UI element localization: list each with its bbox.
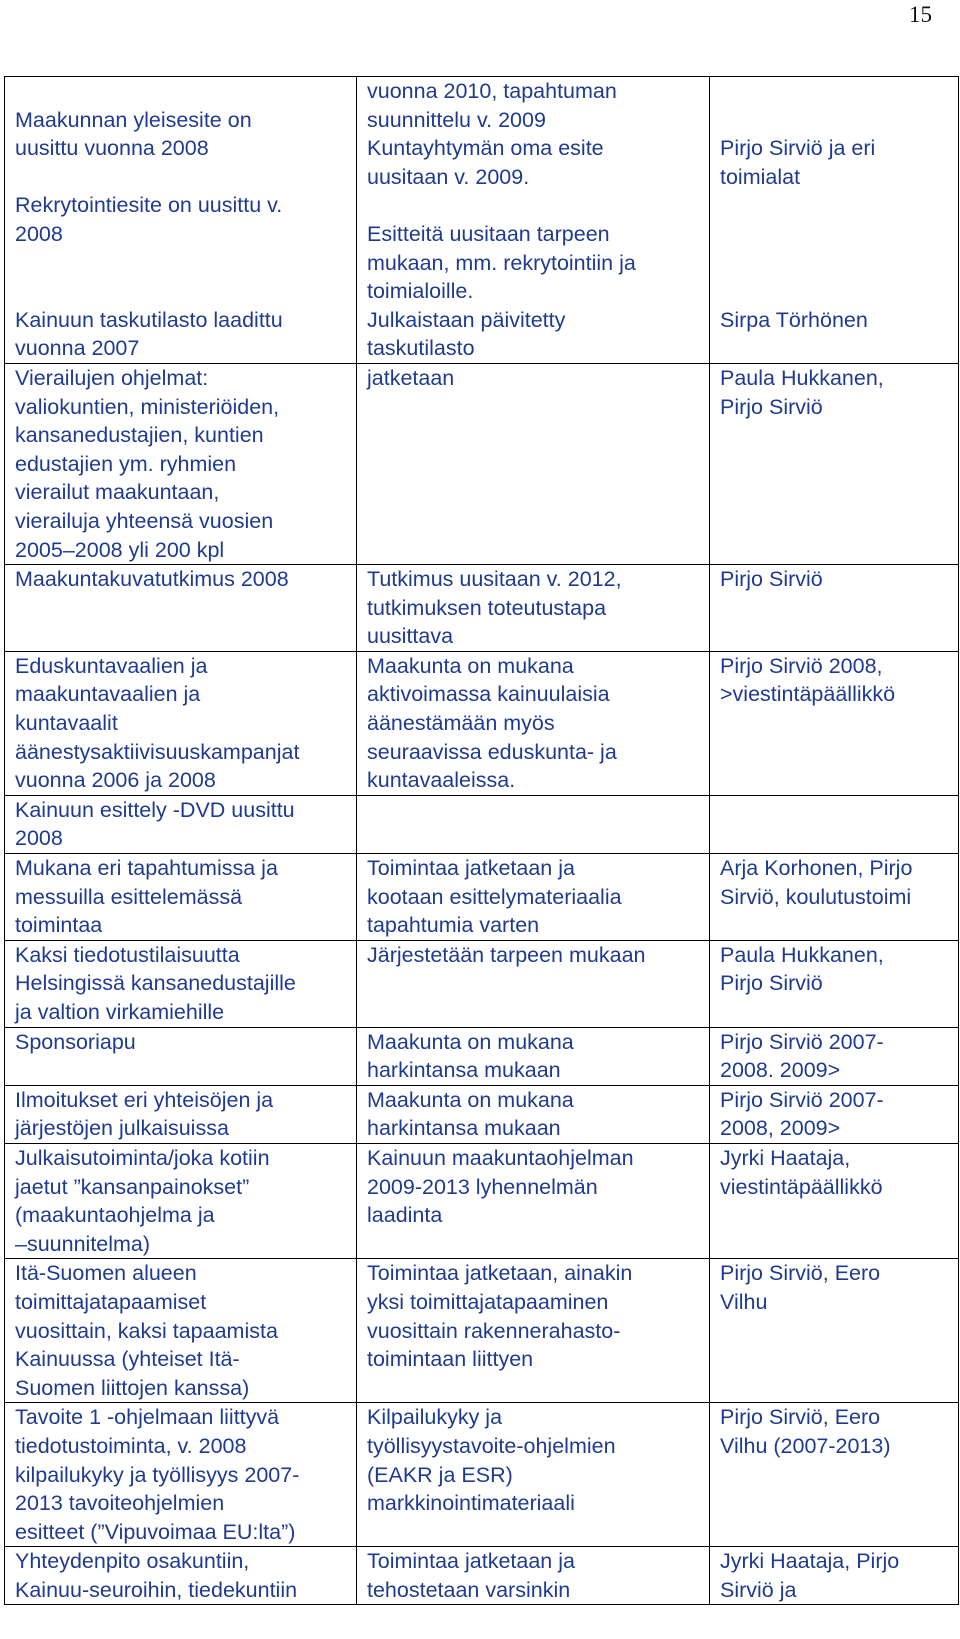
cell-activity: Tavoite 1 -ohjelmaan liittyvä tiedotustoiminta, v. 2008 kilpailukyky ja työllisyys 2007- 2013 tavoiteohjelmien esitteet (”Vipuvoimaa EU:lta”)	[5, 1403, 357, 1547]
cell-plan: Kainuun maakuntaohjelman 2009-2013 lyhennelmän laadinta	[357, 1143, 710, 1258]
cell-activity: Maakunnan yleisesite on uusittu vuonna 2008 Rekrytointiesite on uusittu v. 2008 Kainuun taskutilasto laadittu vuonna 2007	[5, 77, 357, 364]
cell-plan: Maakunta on mukana harkintansa mukaan	[357, 1085, 710, 1143]
table-row	[5, 1143, 959, 1258]
cell-responsible: Pirjo Sirviö, Eero Vilhu (2007-2013)	[710, 1403, 959, 1547]
activity-table-body	[5, 77, 959, 1605]
table-row	[5, 1259, 959, 1403]
table-row	[5, 77, 959, 364]
cell-plan: Järjestetään tarpeen mukaan	[357, 940, 710, 1027]
cell-activity: Julkaisutoiminta/joka kotiin jaetut ”kansanpainokset” (maakuntaohjelma ja –suunnitelma)	[5, 1143, 357, 1258]
cell-responsible: Paula Hukkanen, Pirjo Sirviö	[710, 363, 959, 564]
cell-responsible: Arja Korhonen, Pirjo Sirviö, koulutustoimi	[710, 854, 959, 941]
table-row	[5, 363, 959, 564]
table-row	[5, 1547, 959, 1605]
cell-responsible: Pirjo Sirviö 2008, >viestintäpäällikkö	[710, 651, 959, 795]
cell-activity: Yhteydenpito osakuntiin, Kainuu-seuroihin, tiedekuntiin	[5, 1547, 357, 1605]
cell-responsible	[710, 795, 959, 853]
cell-plan: Toimintaa jatketaan ja tehostetaan varsinkin	[357, 1547, 710, 1605]
cell-activity: Kainuun esittely -DVD uusittu 2008	[5, 795, 357, 853]
cell-responsible: Paula Hukkanen, Pirjo Sirviö	[710, 940, 959, 1027]
table-row	[5, 854, 959, 941]
page-number: 15	[909, 2, 932, 27]
cell-activity: Vierailujen ohjelmat: valiokuntien, ministeriöiden, kansanedustajien, kuntien edustajien ym. ryhmien vierailut maakuntaan, vierailuja yhteensä vuosien 2005–2008 yli 200 kpl	[5, 363, 357, 564]
activity-table	[4, 76, 959, 1605]
table-row	[5, 1085, 959, 1143]
table-row	[5, 565, 959, 652]
cell-plan: Toimintaa jatketaan, ainakin yksi toimittajatapaaminen vuosittain rakennerahasto- toimintaan liittyen	[357, 1259, 710, 1403]
table-row	[5, 795, 959, 853]
cell-responsible: Pirjo Sirviö	[710, 565, 959, 652]
cell-plan: Maakunta on mukana aktivoimassa kainuulaisia äänestämään myös seuraavissa eduskunta- ja kuntavaaleissa.	[357, 651, 710, 795]
cell-plan: Tutkimus uusitaan v. 2012, tutkimuksen toteutustapa uusittava	[357, 565, 710, 652]
cell-responsible: Pirjo Sirviö ja eri toimialat Sirpa Törhönen	[710, 77, 959, 364]
cell-plan: jatketaan	[357, 363, 710, 564]
cell-responsible: Pirjo Sirviö, Eero Vilhu	[710, 1259, 959, 1403]
cell-plan: Kilpailukyky ja työllisyystavoite-ohjelmien (EAKR ja ESR) markkinointimateriaali	[357, 1403, 710, 1547]
table-row	[5, 940, 959, 1027]
cell-plan: Maakunta on mukana harkintansa mukaan	[357, 1027, 710, 1085]
cell-responsible: Pirjo Sirviö 2007- 2008, 2009>	[710, 1085, 959, 1143]
cell-responsible: Jyrki Haataja, Pirjo Sirviö ja	[710, 1547, 959, 1605]
cell-plan: vuonna 2010, tapahtuman suunnittelu v. 2009 Kuntayhtymän oma esite uusitaan v. 2009. Esitteitä uusitaan tarpeen mukaan, mm. rekrytointiin ja toimialoille. Julkaistaan päivitetty taskutilasto	[357, 77, 710, 364]
table-row	[5, 1027, 959, 1085]
cell-plan: Toimintaa jatketaan ja kootaan esittelymateriaalia tapahtumia varten	[357, 854, 710, 941]
cell-activity: Eduskuntavaalien ja maakuntavaalien ja kuntavaalit äänestysaktiivisuuskampanjat vuonna 2006 ja 2008	[5, 651, 357, 795]
cell-responsible: Jyrki Haataja, viestintäpäällikkö	[710, 1143, 959, 1258]
cell-activity: Kaksi tiedotustilaisuutta Helsingissä kansanedustajille ja valtion virkamiehille	[5, 940, 357, 1027]
table-row	[5, 1403, 959, 1547]
cell-activity: Ilmoitukset eri yhteisöjen ja järjestöjen julkaisuissa	[5, 1085, 357, 1143]
cell-activity: Mukana eri tapahtumissa ja messuilla esittelemässä toimintaa	[5, 854, 357, 941]
cell-activity: Itä-Suomen alueen toimittajatapaamiset vuosittain, kaksi tapaamista Kainuussa (yhteiset Itä- Suomen liittojen kanssa)	[5, 1259, 357, 1403]
cell-plan	[357, 795, 710, 853]
cell-responsible: Pirjo Sirviö 2007- 2008. 2009>	[710, 1027, 959, 1085]
table-row	[5, 651, 959, 795]
cell-activity: Sponsoriapu	[5, 1027, 357, 1085]
cell-activity: Maakuntakuvatutkimus 2008	[5, 565, 357, 652]
